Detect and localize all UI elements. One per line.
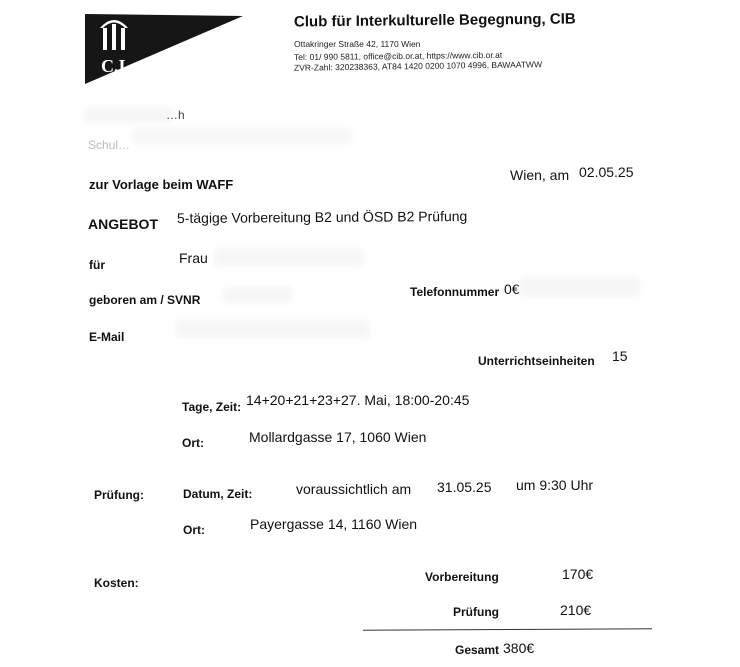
fuer-value: Frau bbox=[179, 250, 208, 266]
exam-ort-label: Ort: bbox=[183, 523, 205, 537]
exam-datum-label: Datum, Zeit: bbox=[183, 487, 253, 501]
fuer-label: für bbox=[89, 258, 105, 272]
redacted-email bbox=[175, 320, 370, 338]
exam-ort-value: Payergasse 14, 1160 Wien bbox=[250, 516, 418, 532]
exam-datum-value: 31.05.25 bbox=[437, 479, 492, 495]
telefon-label: Telefonnummer bbox=[410, 285, 500, 299]
geboren-label: geboren am / SVNR bbox=[89, 293, 201, 307]
offer-label: ANGEBOT bbox=[88, 216, 158, 232]
gesamt-value: 380€ bbox=[503, 640, 535, 656]
tage-label: Tage, Zeit: bbox=[182, 400, 242, 414]
redacted-name bbox=[214, 248, 364, 266]
vorbereitung-value: 170€ bbox=[562, 566, 594, 582]
org-name: Club für Interkulturelle Begegnung, CIB bbox=[293, 10, 576, 31]
course-ort-label: Ort: bbox=[182, 436, 204, 450]
ue-label: Unterrichtseinheiten bbox=[478, 354, 595, 368]
redacted-phone bbox=[520, 277, 640, 297]
email-label: E-Mail bbox=[89, 330, 125, 344]
place-date-label: Wien, am bbox=[510, 167, 570, 183]
costs-section-label: Kosten: bbox=[94, 576, 139, 590]
org-registry: ZVR-Zahl: 320238363, AT84 1420 0200 1070 4996, BAWAATWW bbox=[293, 59, 543, 73]
pruefung-cost-value: 210€ bbox=[560, 602, 592, 618]
logo-text: C.I. bbox=[101, 56, 131, 76]
place-date-value: 02.05.25 bbox=[579, 164, 634, 180]
course-ort-value: Mollardgasse 17, 1060 Wien bbox=[249, 429, 427, 445]
org-contact: Tel: 01/ 990 5811, office@cib.or.at, https://www.cib.or.at bbox=[293, 49, 503, 63]
total-divider bbox=[363, 628, 652, 631]
ue-value: 15 bbox=[612, 348, 628, 364]
redacted-birth bbox=[222, 287, 292, 303]
pruefung-cost-label: Prüfung bbox=[453, 605, 499, 619]
redacted-recipient-address bbox=[132, 128, 352, 144]
cib-logo bbox=[85, 14, 243, 84]
exam-section-label: Prüfung: bbox=[94, 488, 144, 502]
redacted-recipient-name bbox=[84, 107, 174, 123]
recipient-line1: …h bbox=[166, 108, 185, 122]
gesamt-label: Gesamt bbox=[455, 643, 500, 657]
purpose-line: zur Vorlage beim WAFF bbox=[89, 177, 234, 192]
org-address: Ottakringer Straße 42, 1170 Wien bbox=[294, 39, 421, 49]
tage-value: 14+20+21+23+27. Mai, 18:00-20:45 bbox=[246, 392, 470, 408]
telefon-value: 0€ bbox=[504, 281, 520, 297]
exam-time-value: um 9:30 Uhr bbox=[516, 477, 594, 493]
vorbereitung-label: Vorbereitung bbox=[425, 570, 499, 584]
exam-datum-prefix: voraussichtlich am bbox=[296, 481, 412, 497]
offer-title: 5-tägige Vorbereitung B2 und ÖSD B2 Prüfung bbox=[176, 207, 468, 227]
recipient-line2: Schul… bbox=[88, 138, 131, 152]
